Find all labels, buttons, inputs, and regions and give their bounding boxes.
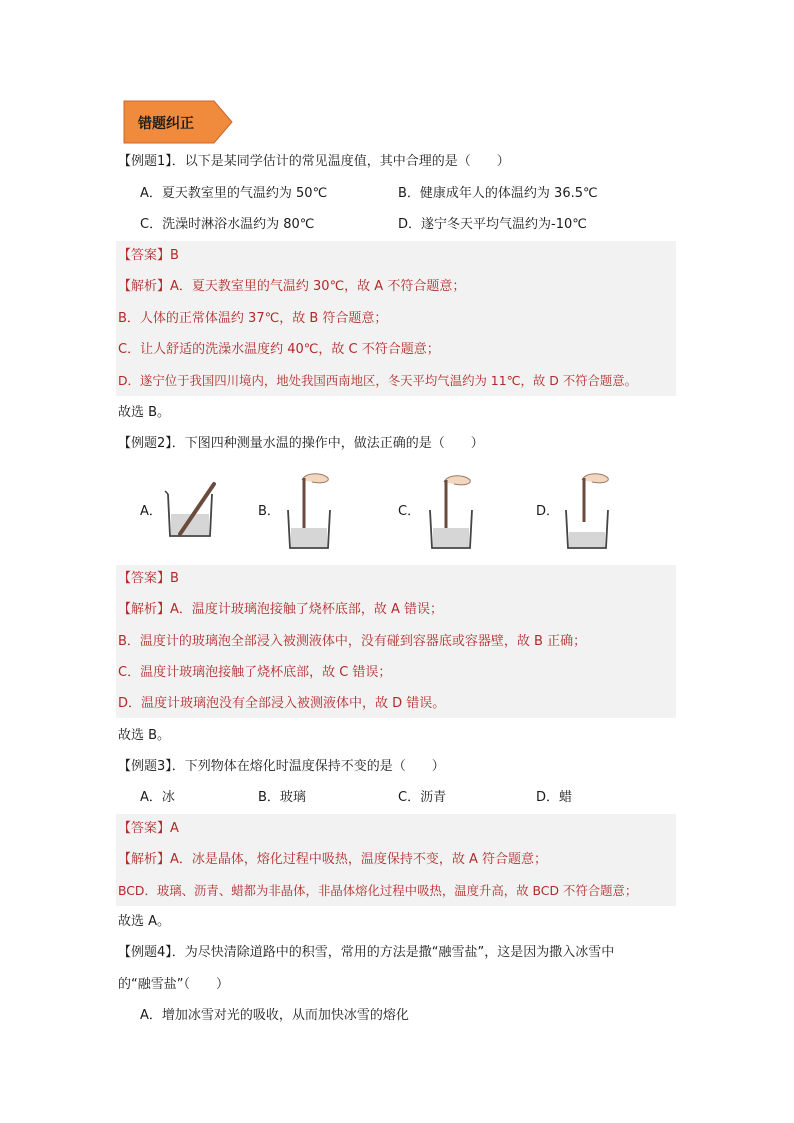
q1-option-a: A．夏天教室里的气温约为 50℃ [140, 186, 328, 201]
q2-analysis-3: C．温度计玻璃泡接触了烧杯底部，故 C 错误； [118, 665, 392, 680]
q1-option-c: C．洗澡时淋浴水温约为 80℃ [140, 217, 315, 232]
q2-beaker-b-image [282, 470, 338, 550]
q1-analysis-2: B．人体的正常体温约 37℃，故 B 符合题意； [118, 311, 388, 326]
q1-option-d: D．遂宁冬天平均气温约为-10℃ [398, 217, 587, 232]
q1-analysis-4: D．遂宁位于我国四川境内，地处我国西南地区，冬天平均气温约为 11℃，故 D 不符合题意。 [118, 373, 638, 388]
q2-analysis-4: D．温度计玻璃泡没有全部浸入被测液体中，故 D 错误。 [118, 696, 446, 711]
section-title: 错题纠正 [138, 116, 194, 132]
q2-option-a-label: A． [140, 504, 162, 519]
q3-option-d: D．蜡 [536, 790, 573, 805]
q2-conclusion: 故选 B。 [118, 728, 171, 743]
q1-answer: 【答案】B [118, 248, 179, 263]
q3-option-c: C．沥青 [398, 790, 447, 805]
q2-analysis-2: B．温度计的玻璃泡全部浸入被测液体中，没有碰到容器底或容器壁，故 B 正确； [118, 634, 587, 649]
q1-option-b: B．健康成年人的体温约为 36.5℃ [398, 186, 598, 201]
q4-stem-line2: 的“融雪盐”（ ） [118, 977, 229, 992]
q1-analysis-1: 【解析】A．夏天教室里的气温约 30℃，故 A 不符合题意； [118, 279, 466, 294]
q3-analysis-2: BCD．玻璃、沥青、蜡都为非晶体，非晶体熔化过程中吸热，温度升高，故 BCD 不符合题意； [118, 883, 638, 898]
q4-option-a: A．增加冰雪对光的吸收，从而加快冰雪的熔化 [140, 1008, 409, 1023]
q2-option-c-label: C． [398, 504, 421, 519]
q2-option-d-label: D． [536, 504, 560, 519]
q3-conclusion: 故选 A。 [118, 914, 171, 929]
q3-option-b: B．玻璃 [258, 790, 306, 805]
q3-option-a: A．冰 [140, 790, 175, 805]
q2-beaker-a-image [164, 480, 220, 542]
q4-stem-line1: 【例题4】．为尽快清除道路中的积雪，常用的方法是撒“融雪盐”，这是因为撒入冰雪中 [118, 945, 615, 960]
q3-analysis-1: 【解析】A．冰是晶体，熔化过程中吸热，温度保持不变，故 A 符合题意； [118, 852, 548, 867]
q1-conclusion: 故选 B。 [118, 405, 171, 420]
q3-answer: 【答案】A [118, 821, 179, 836]
q2-option-b-label: B． [258, 504, 280, 519]
q2-analysis-1: 【解析】A．温度计玻璃泡接触了烧杯底部，故 A 错误； [118, 602, 444, 617]
q3-stem: 【例题3】．下列物体在熔化时温度保持不变的是（ ） [118, 759, 445, 774]
q2-beaker-c-image [424, 470, 480, 550]
q2-stem: 【例题2】．下图四种测量水温的操作中，做法正确的是（ ） [118, 436, 484, 451]
q1-analysis-3: C．让人舒适的洗澡水温度约 40℃，故 C 不符合题意； [118, 342, 440, 357]
q1-stem: 【例题1】．以下是某同学估计的常见温度值，其中合理的是（ ） [118, 154, 510, 169]
q2-answer: 【答案】B [118, 571, 179, 586]
q2-beaker-d-image [560, 470, 620, 550]
